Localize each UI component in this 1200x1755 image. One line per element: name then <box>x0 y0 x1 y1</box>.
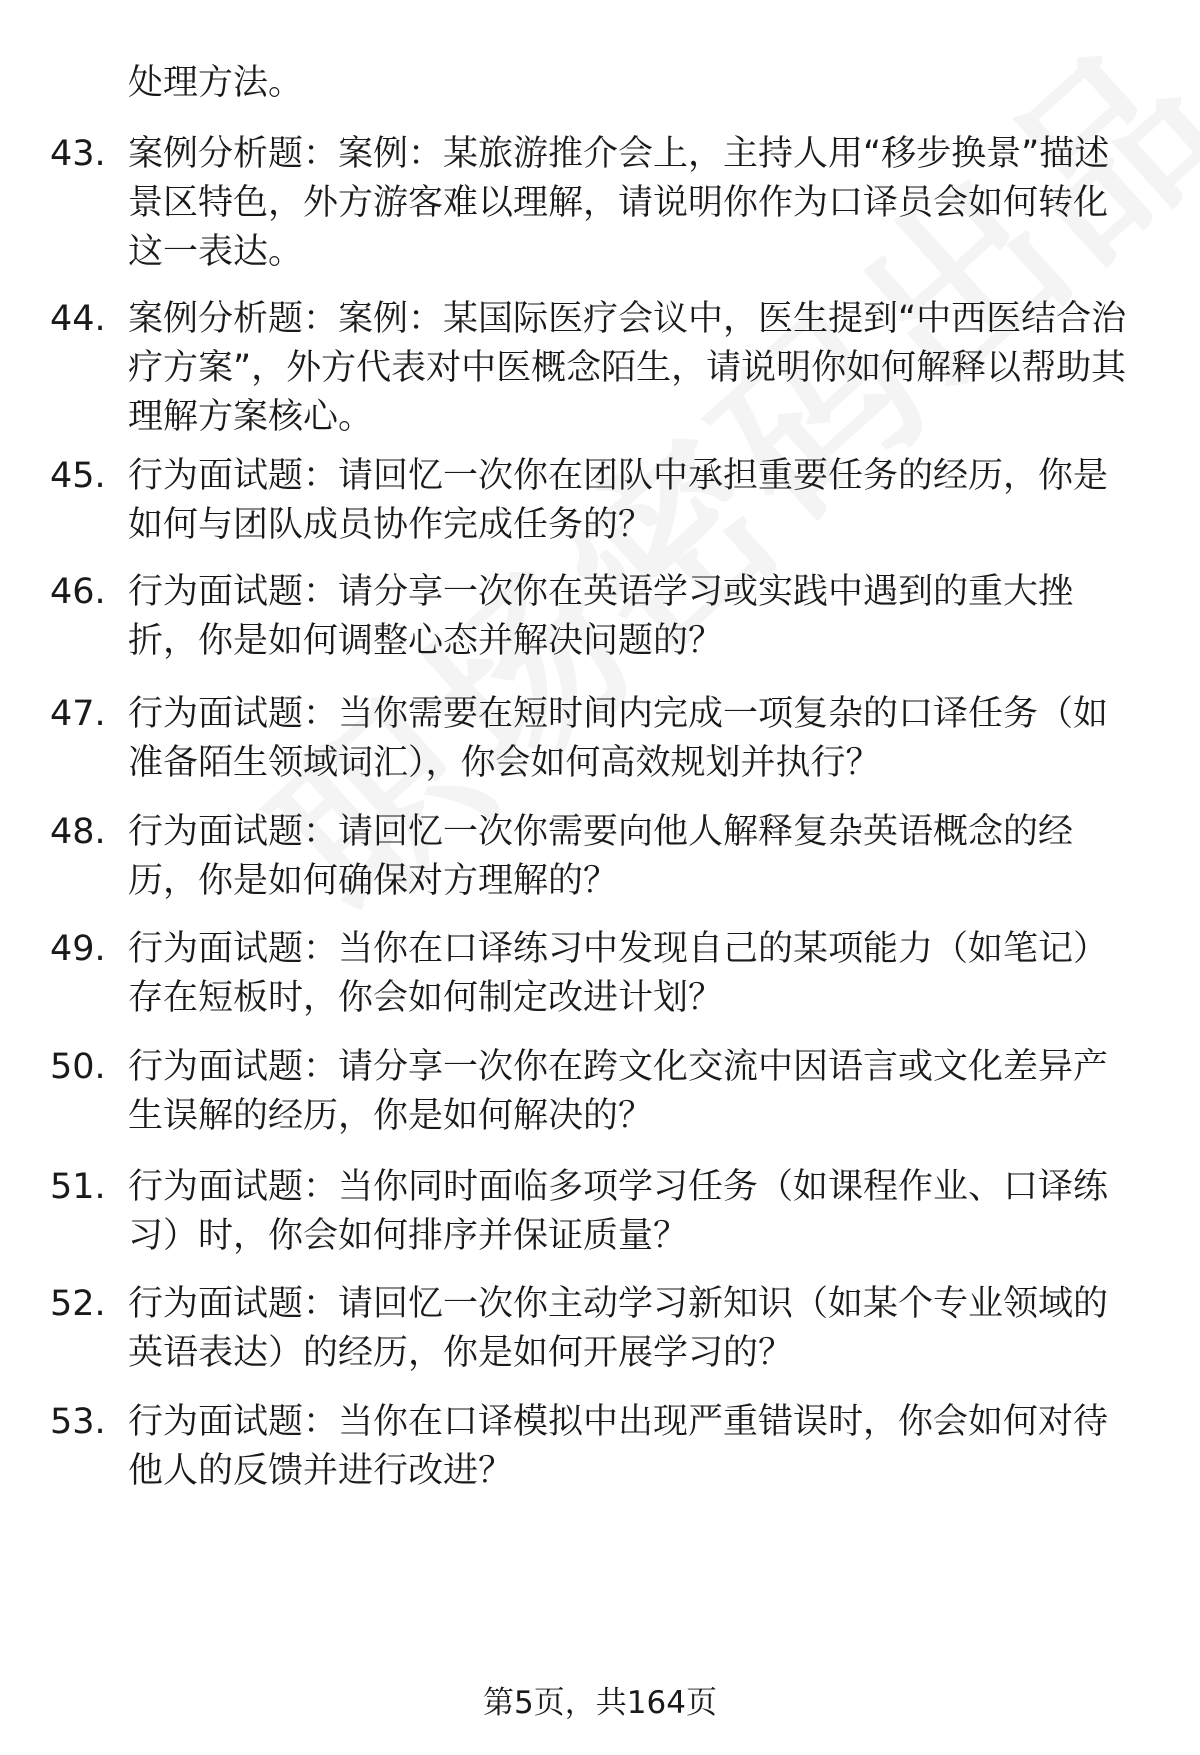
question-number: 51. <box>50 1167 106 1207</box>
page-number: 第5页，共164页 <box>483 1685 717 1721</box>
question-text: 行为面试题：当你同时面临多项学习任务（如课程作业、口译练习）时，你会如何排序并保证质量？ <box>128 1167 1109 1256</box>
list-item <box>50 568 1140 666</box>
question-number: 53. <box>50 1402 106 1442</box>
question-text: 行为面试题：当你需要在短时间内完成一项复杂的口译任务（如准备陌生领域词汇），你会如何高效规划并执行？ <box>128 694 1109 783</box>
list-item <box>50 295 1140 442</box>
question-text: 行为面试题：请分享一次你在英语学习或实践中遇到的重大挫折，你是如何调整心态并解决问题的？ <box>128 572 1074 661</box>
question-number: 52. <box>50 1284 106 1324</box>
question-text: 行为面试题：请回忆一次你在团队中承担重要任务的经历，你是如何与团队成员协作完成任务的？ <box>128 456 1109 545</box>
question-number: 46. <box>50 572 106 612</box>
list-item <box>50 1163 1140 1261</box>
question-number: 47. <box>50 694 106 734</box>
list-item <box>50 808 1140 906</box>
question-number: 49. <box>50 929 106 969</box>
question-number: 48. <box>50 812 106 852</box>
question-text: 行为面试题：请分享一次你在跨文化交流中因语言或文化差异产生误解的经历，你是如何解决的？ <box>128 1047 1109 1136</box>
question-number: 45. <box>50 456 106 496</box>
list-item <box>50 452 1140 550</box>
question-text: 行为面试题：请回忆一次你主动学习新知识（如某个专业领域的英语表达）的经历，你是如何开展学习的？ <box>128 1284 1109 1373</box>
question-number: 44. <box>50 299 106 339</box>
continued-text: 处理方法。 <box>128 63 304 103</box>
list-item <box>50 1043 1140 1141</box>
question-text: 案例分析题：案例：某旅游推介会上，主持人用“移步换景”描述景区特色，外方游客难以理解，请说明你作为口译员会如何转化这一表达。 <box>128 134 1110 272</box>
question-text: 案例分析题：案例：某国际医疗会议中，医生提到“中西医结合治疗方案”，外方代表对中医概念陌生，请说明你如何解释以帮助其理解方案核心。 <box>128 299 1127 437</box>
list-item <box>50 1398 1140 1496</box>
question-text: 行为面试题：当你在口译模拟中出现严重错误时，你会如何对待他人的反馈并进行改进？ <box>128 1402 1109 1491</box>
list-item <box>50 690 1140 788</box>
question-text: 行为面试题：请回忆一次你需要向他人解释复杂英语概念的经历，你是如何确保对方理解的？ <box>128 812 1074 901</box>
question-number: 50. <box>50 1047 106 1087</box>
question-text: 行为面试题：当你在口译练习中发现自己的某项能力（如笔记）存在短板时，你会如何制定改进计划？ <box>128 929 1109 1018</box>
question-number: 43. <box>50 134 106 174</box>
list-item <box>50 130 1140 277</box>
list-item <box>50 1280 1140 1378</box>
list-item <box>50 925 1140 1023</box>
